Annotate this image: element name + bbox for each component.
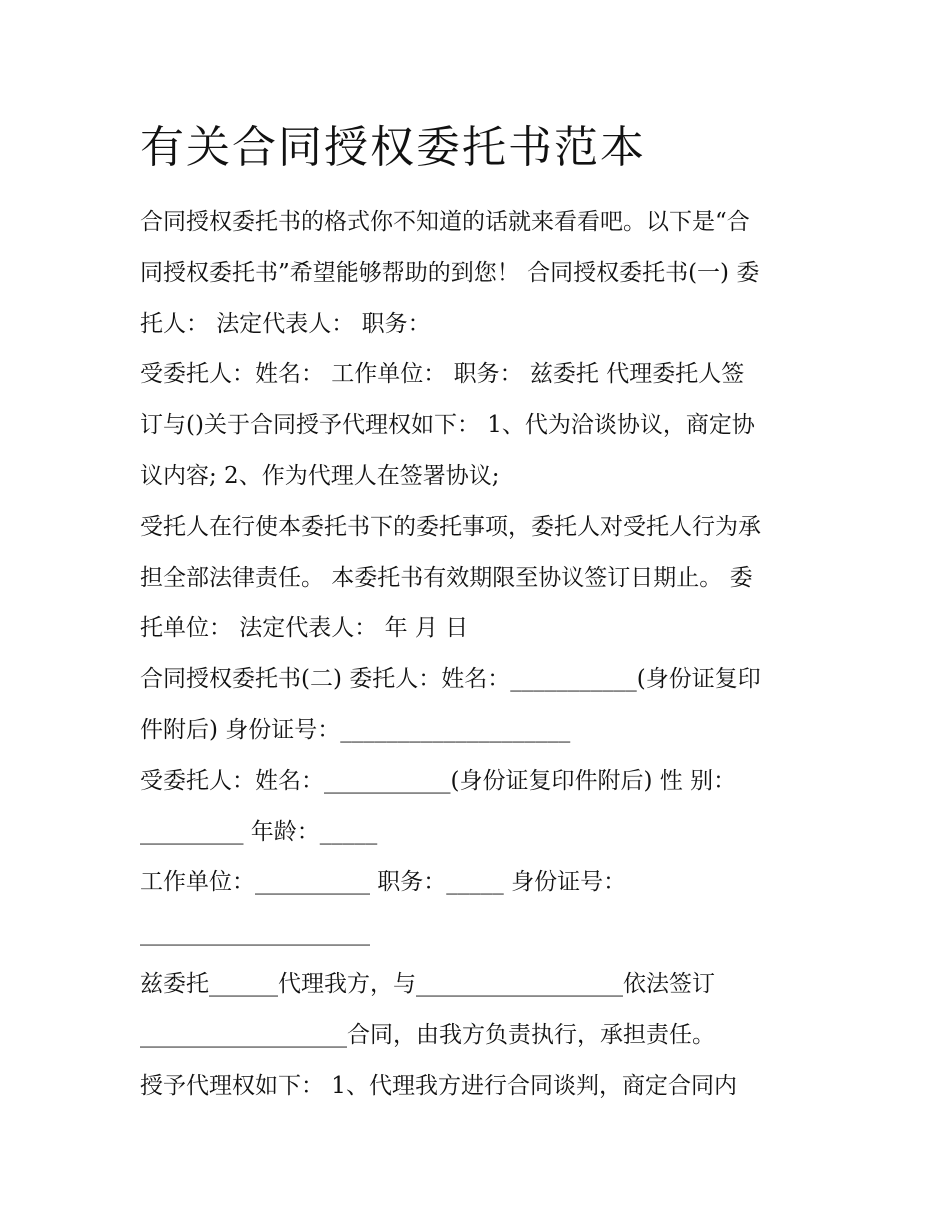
body-line: 兹委托______代理我方，与__________________依法签订: [140, 970, 715, 997]
body-line: __________________合同，由我方负责执行，承担责任。: [140, 1021, 715, 1048]
document-title: 有关合同授权委托书范本: [140, 122, 646, 173]
body-line: 工作单位：__________ 职务：_____ 身份证号：: [140, 869, 627, 896]
body-line: 托单位： 法定代表人： 年 月 日: [140, 615, 469, 642]
body-line: 受委托人：姓名：___________(身份证复印件附后) 性 别：: [140, 767, 737, 794]
body-line: 合同授权委托书的格式你不知道的话就来看看吧。以下是“合: [140, 209, 750, 235]
body-line: 议内容; 2、作为代理人在签署协议;: [140, 462, 500, 489]
body-line: 托人： 法定代表人： 职务：: [140, 310, 431, 337]
body-line: 担全部法律责任。 本委托书有效期限至协议签订日期止。 委: [140, 564, 753, 591]
body-line: 合同授权委托书(二) 委托人：姓名：___________(身份证复印: [140, 666, 761, 693]
body-line: 件附后) 身份证号：____________________: [140, 716, 571, 743]
body-line: ____________________: [140, 920, 370, 947]
body-line: 同授权委托书”希望能够帮助的到您！ 合同授权委托书(一) 委: [140, 259, 760, 286]
body-line: 受委托人：姓名： 工作单位： 职务： 兹委托 代理委托人签: [140, 361, 745, 388]
body-line: 授予代理权如下： 1、代理我方进行合同谈判，商定合同内: [140, 1072, 737, 1099]
document-body: [140, 197, 812, 1111]
body-line: 订与()关于合同授予代理权如下： 1、代为洽谈协议，商定协: [140, 412, 755, 439]
body-line: _________ 年龄：_____: [140, 818, 378, 845]
body-line: 受托人在行使本委托书下的委托事项，委托人对受托人行为承: [140, 513, 761, 540]
